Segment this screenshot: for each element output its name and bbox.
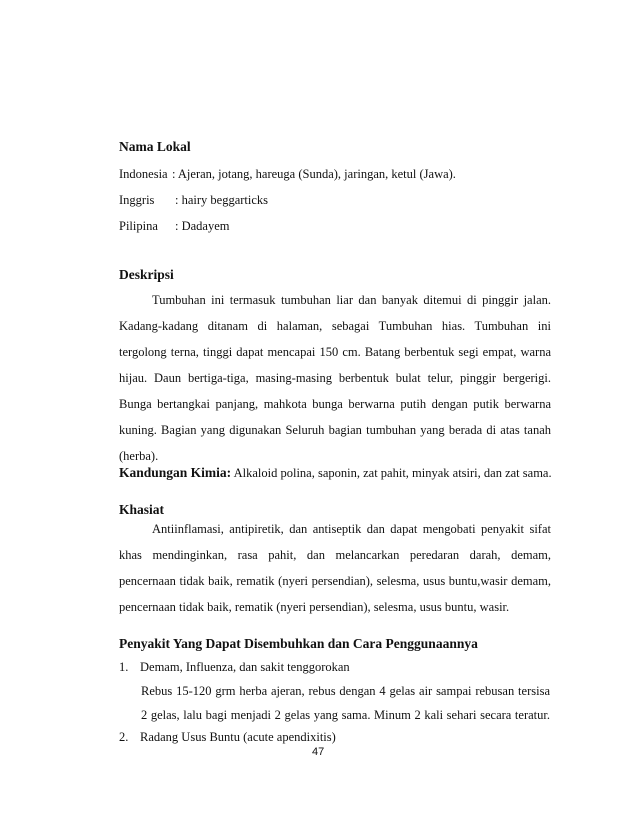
kandungan-kimia-line [119, 465, 552, 481]
deskripsi-line: hijau. Daun bertiga-tiga, masing-masing berbentuk bulat telur, pinggir bergerigi. [119, 371, 551, 385]
deskripsi-line: tergolong terna, tinggi dapat mencapai 150 cm. Batang berbentuk segi empat, warna [119, 345, 551, 359]
list-item-number: 1. [119, 660, 129, 674]
list-item-instruction-line: 2 gelas, lalu bagi menjadi 2 gelas yang sama. Minum 2 kali sehari secara teratur. [141, 708, 550, 722]
lang-value-indonesia: : Ajeran, jotang, hareuga (Sunda), jaringan, ketul (Jawa). [172, 167, 456, 181]
lang-label-inggris: Inggris [119, 193, 155, 207]
list-item-instruction-line: Rebus 15-120 grm herba ajeran, rebus dengan 4 gelas air sampai rebusan tersisa [141, 684, 550, 698]
deskripsi-line: Tumbuhan ini termasuk tumbuhan liar dan banyak ditemui di pinggir jalan. [152, 293, 551, 307]
section-heading-deskripsi: Deskripsi [119, 267, 174, 282]
section-heading-nama-lokal: Nama Lokal [119, 139, 191, 154]
khasiat-line: khas mendinginkan, rasa pahit, dan melancarkan peredaran darah, demam, [119, 548, 551, 562]
list-item-title: Radang Usus Buntu (acute apendixitis) [140, 730, 336, 744]
khasiat-line: pencernaan tidak baik, rematik (nyeri persendian), selesma, usus buntu, wasir. [119, 600, 510, 614]
lang-label-pilipina: Pilipina [119, 219, 158, 233]
khasiat-line: pencernaan tidak baik, rematik (nyeri persendian), selesma, usus buntu,wasir demam, [119, 574, 551, 588]
khasiat-line: Antiinflamasi, antipiretik, dan antiseptik dan dapat mengobati penyakit sifat [152, 522, 551, 536]
lang-value-inggris: : hairy beggarticks [175, 193, 269, 207]
deskripsi-line: Kadang-kadang ditanam di halaman, sebagai Tumbuhan hias. Tumbuhan ini [119, 319, 551, 333]
section-heading-kandungan-kimia: Kandungan Kimia: [119, 465, 232, 480]
list-item-number: 2. [119, 730, 129, 744]
list-item-title: Demam, Influenza, dan sakit tenggorokan [140, 660, 350, 674]
deskripsi-line: Bunga bertangkai panjang, mahkota bunga berwarna putih dengan putik berwarna [119, 397, 551, 411]
deskripsi-line: kuning. Bagian yang digunakan Seluruh bagian tumbuhan yang berada di atas tanah [119, 423, 551, 437]
section-heading-khasiat: Khasiat [119, 502, 165, 517]
lang-label-indonesia: Indonesia [119, 167, 168, 181]
deskripsi-line: (herba). [119, 449, 159, 463]
section-heading-penyakit: Penyakit Yang Dapat Disembuhkan dan Cara Penggunaannya [119, 636, 478, 651]
kandungan-kimia-text: Alkaloid polina, saponin, zat pahit, minyak atsiri, dan zat sama. [233, 466, 552, 480]
page-number: 47 [312, 746, 325, 758]
lang-value-pilipina: : Dadayem [175, 219, 230, 233]
